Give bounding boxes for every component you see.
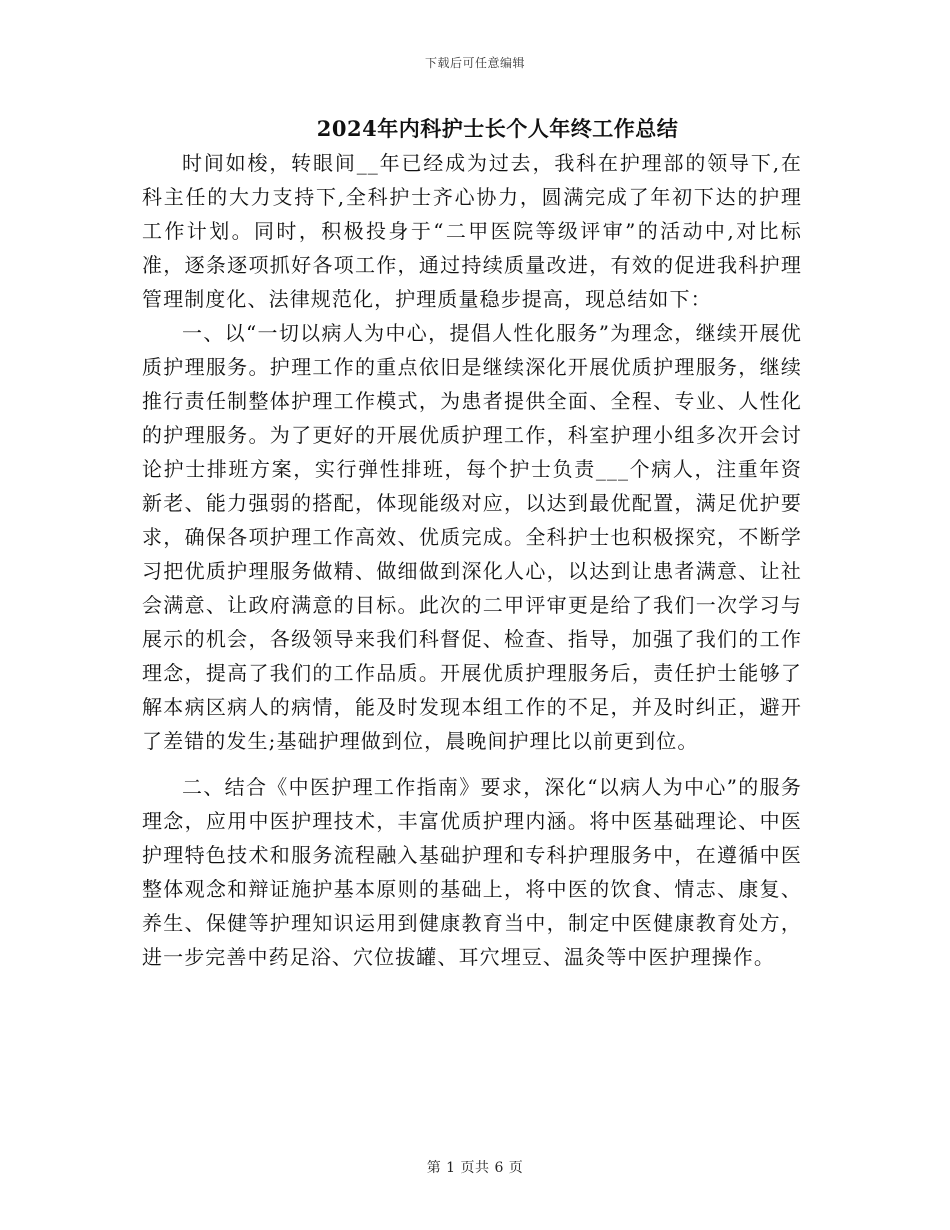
intro-paragraph: 时间如梭，转眼间__年已经成为过去，我科在护理部的领导下,在科主任的大力支持下,全科护士齐心协力，圆满完成了年初下达的护理工作计划。同时，积极投身于“二甲医院等级评审”的活动中,对比标准，逐条逐项抓好各项工作，通过持续质量改进，有效的促进我科护理管理制度化、法律规范化，护理质量稳步提高，现总结如下： bbox=[142, 151, 802, 311]
page-number: 第 1 页共 6 页 bbox=[426, 1160, 524, 1176]
header-note: 下载后可任意编辑 bbox=[424, 56, 525, 70]
document-title: 2024年内科护士长个人年终工作总结 bbox=[316, 116, 679, 141]
section-one-paragraph: 一、以“一切以病人为中心，提倡人性化服务”为理念，继续开展优质护理服务。护理工作的重点依旧是继续深化开展优质护理服务，继续推行责任制整体护理工作模式，为患者提供全面、全程、专业、人性化的护理服务。为了更好的开展优质护理工作，科室护理小组多次开会讨论护士排班方案，实行弹性排班，每个护士负责___个病人，注重年资新老、能力强弱的搭配，体现能级对应，以达到最优配置，满足优护要求，确保各项护理工作高效、优质完成。全科护士也积极探究，不断学习把优质护理服务做精、做细做到深化人心，以达到让患者满意、让社会满意、让政府满意的目标。此次的二甲评审更是给了我们一次学习与展示的机会，各级领导来我们科督促、检查、指导，加强了我们的工作理念，提高了我们的工作品质。开展优质护理服务后，责任护士能够了解本病区病人的病情，能及时发现本组工作的不足，并及时纠正，避开了差错的发生;基础护理做到位，晨晚间护理比以前更到位。 bbox=[142, 321, 802, 753]
section-two-paragraph: 二、结合《中医护理工作指南》要求，深化“以病人为中心”的服务理念，应用中医护理技术，丰富优质护理内涵。将中医基础理论、中医护理特色技术和服务流程融入基础护理和专科护理服务中，在遵循中医整体观念和辩证施护基本原则的基础上，将中医的饮食、情志、康复、养生、保健等护理知识运用到健康教育当中，制定中医健康教育处方，进一步完善中药足浴、穴位拔罐、耳穴埋豆、温灸等中医护理操作。 bbox=[142, 775, 802, 969]
document-body bbox=[142, 146, 802, 974]
